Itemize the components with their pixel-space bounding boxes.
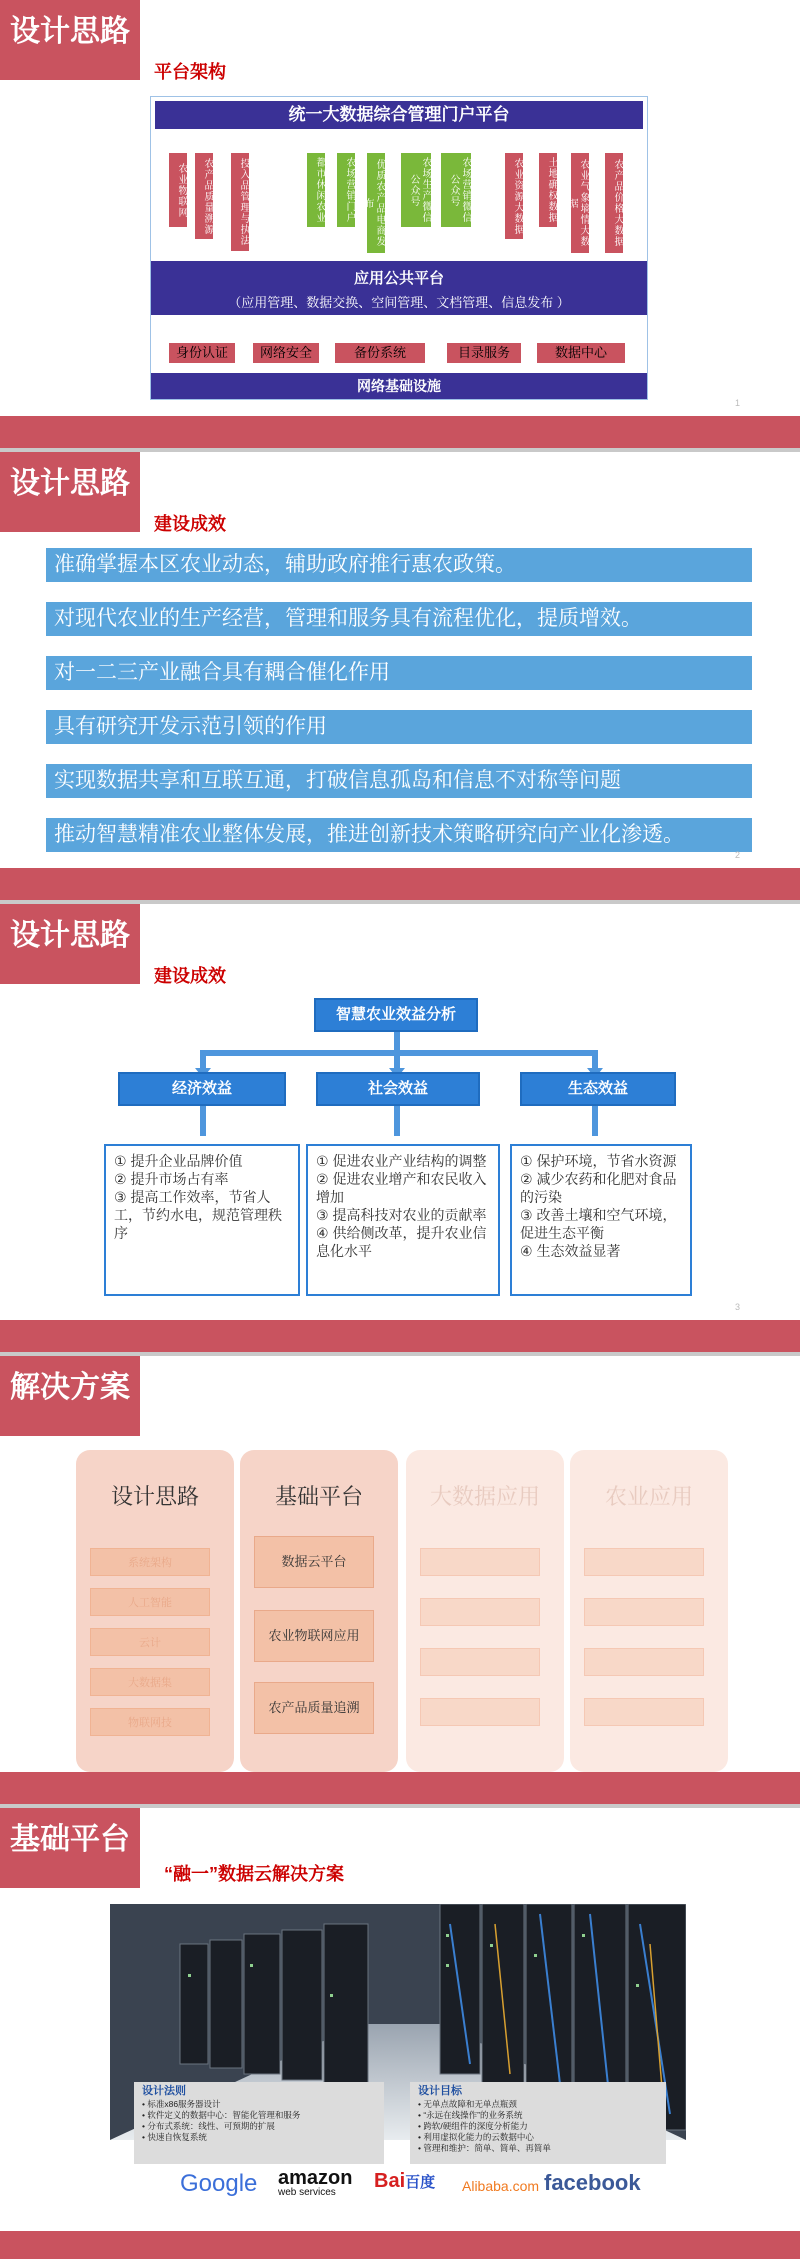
slide-title: 设计思路 (10, 15, 130, 48)
page-number: 3 (734, 1302, 740, 1312)
benefit-item: ② 促进农业增产和农民收入增加 (316, 1171, 487, 1205)
design-principles-box (134, 2082, 384, 2164)
column-item: 大数据集 (90, 1668, 210, 1696)
service-box: 身份认证 (169, 343, 235, 363)
slide-subtitle: “融一”数据云解决方案 (164, 1864, 344, 1884)
principle-line: • 标准x86服务器设计 (142, 2099, 221, 2109)
column-head: 大数据应用 (429, 1484, 540, 1509)
slide-title: 基础平台 (10, 1823, 130, 1856)
column-head: 设计思路 (110, 1484, 199, 1509)
benefit-item: ③ 提高科技对农业的贡献率 (316, 1207, 487, 1223)
connector (394, 1106, 400, 1136)
goal-line: • 管理和维护：简单、简单、再简单 (418, 2143, 551, 2153)
module-box: 农场营销微信公众号 (441, 153, 471, 227)
module-box: 农场生产微信公众号 (401, 153, 431, 227)
social-benefit-list (306, 1144, 500, 1296)
module-box: 土地确权数据 (539, 153, 557, 227)
bottom-bar (0, 1772, 800, 1804)
bottom-bar (0, 2231, 800, 2259)
economic-benefit-list (104, 1144, 300, 1296)
principle-line: • 软件定义的数据中心：智能化管理和服务 (142, 2110, 301, 2120)
slide-solution (0, 1356, 800, 1804)
alibaba-logo: Alibaba.com (462, 2178, 540, 2194)
slide-title: 设计思路 (10, 919, 130, 952)
goal-line: • 利用虚拟化能力的云数据中心 (418, 2132, 534, 2142)
baidu-logo (374, 2170, 435, 2193)
slide-title-box (0, 904, 140, 984)
column-head: 农业应用 (604, 1484, 693, 1509)
module-box: 都市休闲农业 (307, 153, 325, 227)
bottom-bar (0, 416, 800, 448)
achievement-item: 实现数据共享和互联互通，打破信息孤岛和信息不对称等问题 (46, 764, 752, 798)
design-goals-box (410, 2082, 666, 2164)
achievement-item: 推动智慧精准农业整体发展，推进创新技术策略研究向产业化渗透。 (46, 818, 752, 852)
principle-line: • 快速自恢复系统 (142, 2132, 207, 2142)
benefit-item: ② 减少农药和化肥对食品的污染 (520, 1171, 677, 1205)
column-item: 数据云平台 (254, 1536, 374, 1588)
slide-achievements (0, 452, 800, 900)
amazon-logo-text: amazon (278, 2167, 353, 2189)
column-item (584, 1548, 704, 1576)
slide-title: 解决方案 (10, 1371, 130, 1404)
connector (200, 1106, 206, 1136)
module-box: 农场营销门户 (337, 153, 355, 227)
module-box: 投入品管理与执法 (231, 153, 249, 251)
connector (394, 1050, 400, 1070)
connector (200, 1050, 206, 1070)
module-box: 农业气象墒情大数据 (571, 153, 589, 253)
achievement-item: 对一二三产业融合具有耦合催化作用 (46, 656, 752, 690)
service-box: 目录服务 (447, 343, 521, 363)
facebook-logo: facebook (544, 2170, 641, 2195)
column-base-platform (240, 1450, 398, 1772)
slide-title-box (0, 1356, 140, 1436)
module-box: 农业物联网 (169, 153, 187, 227)
slide-benefit-analysis (0, 904, 800, 1352)
principle-line: • 分布式系统：线性、可预期的扩展 (142, 2121, 275, 2131)
column-head: 基础平台 (274, 1484, 363, 1509)
slide-title-box (0, 452, 140, 532)
benefit-item: ④ 供给侧改革，提升农业信息化水平 (316, 1225, 487, 1259)
column-item: 人工智能 (90, 1588, 210, 1616)
public-app-platform-title: 应用公共平台 (353, 270, 444, 287)
baidu-logo-cn: 百度 (405, 2174, 436, 2191)
achievement-item: 对现代农业的生产经营，管理和服务具有流程优化，提质增效。 (46, 602, 752, 636)
connector (592, 1106, 598, 1136)
slide-cloud-solution (0, 1808, 800, 2259)
amazon-logo (278, 2168, 352, 2198)
branch-social: 社会效益 (316, 1072, 480, 1106)
column-bigdata (406, 1450, 564, 1772)
column-item (420, 1698, 540, 1726)
benefit-item: ① 提升企业品牌价值 (114, 1153, 243, 1169)
column-design (76, 1450, 234, 1772)
module-box: 农业资源大数据 (505, 153, 523, 239)
column-item (420, 1598, 540, 1626)
column-agri-app (570, 1450, 728, 1772)
google-logo: Google (180, 2170, 258, 2197)
slide-subtitle: 平台架构 (154, 62, 226, 82)
module-box: 农产品价格大数据 (605, 153, 623, 253)
ecological-benefit-list (510, 1144, 692, 1296)
goal-line: • 无单点故障和无单点瓶颈 (418, 2099, 517, 2109)
benefit-item: ① 保护环境，节省水资源 (520, 1153, 677, 1169)
bottom-bar (0, 1320, 800, 1352)
service-box: 网络安全 (253, 343, 319, 363)
baidu-logo-latin: Bai (374, 2170, 406, 2192)
column-item (584, 1648, 704, 1676)
goal-line: • 跨软/硬组件的深度分析能力 (418, 2121, 528, 2131)
achievement-item: 准确掌握本区农业动态，辅助政府推行惠农政策。 (46, 548, 752, 582)
column-item: 物联网技 (90, 1708, 210, 1736)
goal-line: • “永远在线操作”的业务系统 (418, 2110, 523, 2120)
amazon-logo-sub: web services (278, 2187, 336, 2198)
slide-title-box (0, 1808, 140, 1888)
benefit-item: ③ 提高工作效率，节省人工，节约水电，规范管理秩序 (114, 1189, 282, 1241)
public-app-platform (151, 261, 647, 315)
achievement-item: 具有研究开发示范引领的作用 (46, 710, 752, 744)
service-box: 备份系统 (335, 343, 425, 363)
branch-economic: 经济效益 (118, 1072, 286, 1106)
column-item (584, 1598, 704, 1626)
column-item: 农产品质量追溯 (254, 1682, 374, 1734)
slide-platform-architecture (0, 0, 800, 448)
column-item: 农业物联网应用 (254, 1610, 374, 1662)
column-item (420, 1548, 540, 1576)
connector (592, 1050, 598, 1070)
network-infra-bar: 网络基础设施 (151, 373, 647, 399)
module-box: 农产品质量溯源 (195, 153, 213, 239)
column-item (584, 1698, 704, 1726)
benefit-root-node: 智慧农业效益分析 (314, 998, 478, 1032)
column-item: 系统架构 (90, 1548, 210, 1576)
page-number: 2 (734, 850, 740, 860)
portal-platform-bar: 统一大数据综合管理门户平台 (155, 101, 643, 129)
slide-title: 设计思路 (10, 467, 130, 500)
architecture-diagram (150, 96, 648, 400)
slide-title-box (0, 0, 140, 80)
page-number: 1 (734, 398, 740, 408)
benefit-item: ② 提升市场占有率 (114, 1171, 229, 1187)
bottom-bar (0, 868, 800, 900)
design-goals-head: 设计目标 (418, 2085, 462, 2097)
slide-subtitle: 建设成效 (154, 966, 226, 986)
module-box: 优质农产品电商发布 (367, 153, 385, 253)
column-item: 云计 (90, 1628, 210, 1656)
column-item (420, 1648, 540, 1676)
design-principles-head: 设计法则 (142, 2085, 186, 2097)
slide-subtitle: 建设成效 (154, 514, 226, 534)
benefit-item: ④ 生态效益显著 (520, 1243, 621, 1259)
branch-ecological: 生态效益 (520, 1072, 676, 1106)
public-app-platform-desc: （应用管理、数据交换、空间管理、文档管理、信息发布 ） (228, 295, 570, 310)
service-box: 数据中心 (537, 343, 625, 363)
benefit-item: ① 促进农业产业结构的调整 (316, 1153, 487, 1169)
benefit-item: ③ 改善土壤和空气环境，促进生态平衡 (520, 1207, 677, 1241)
